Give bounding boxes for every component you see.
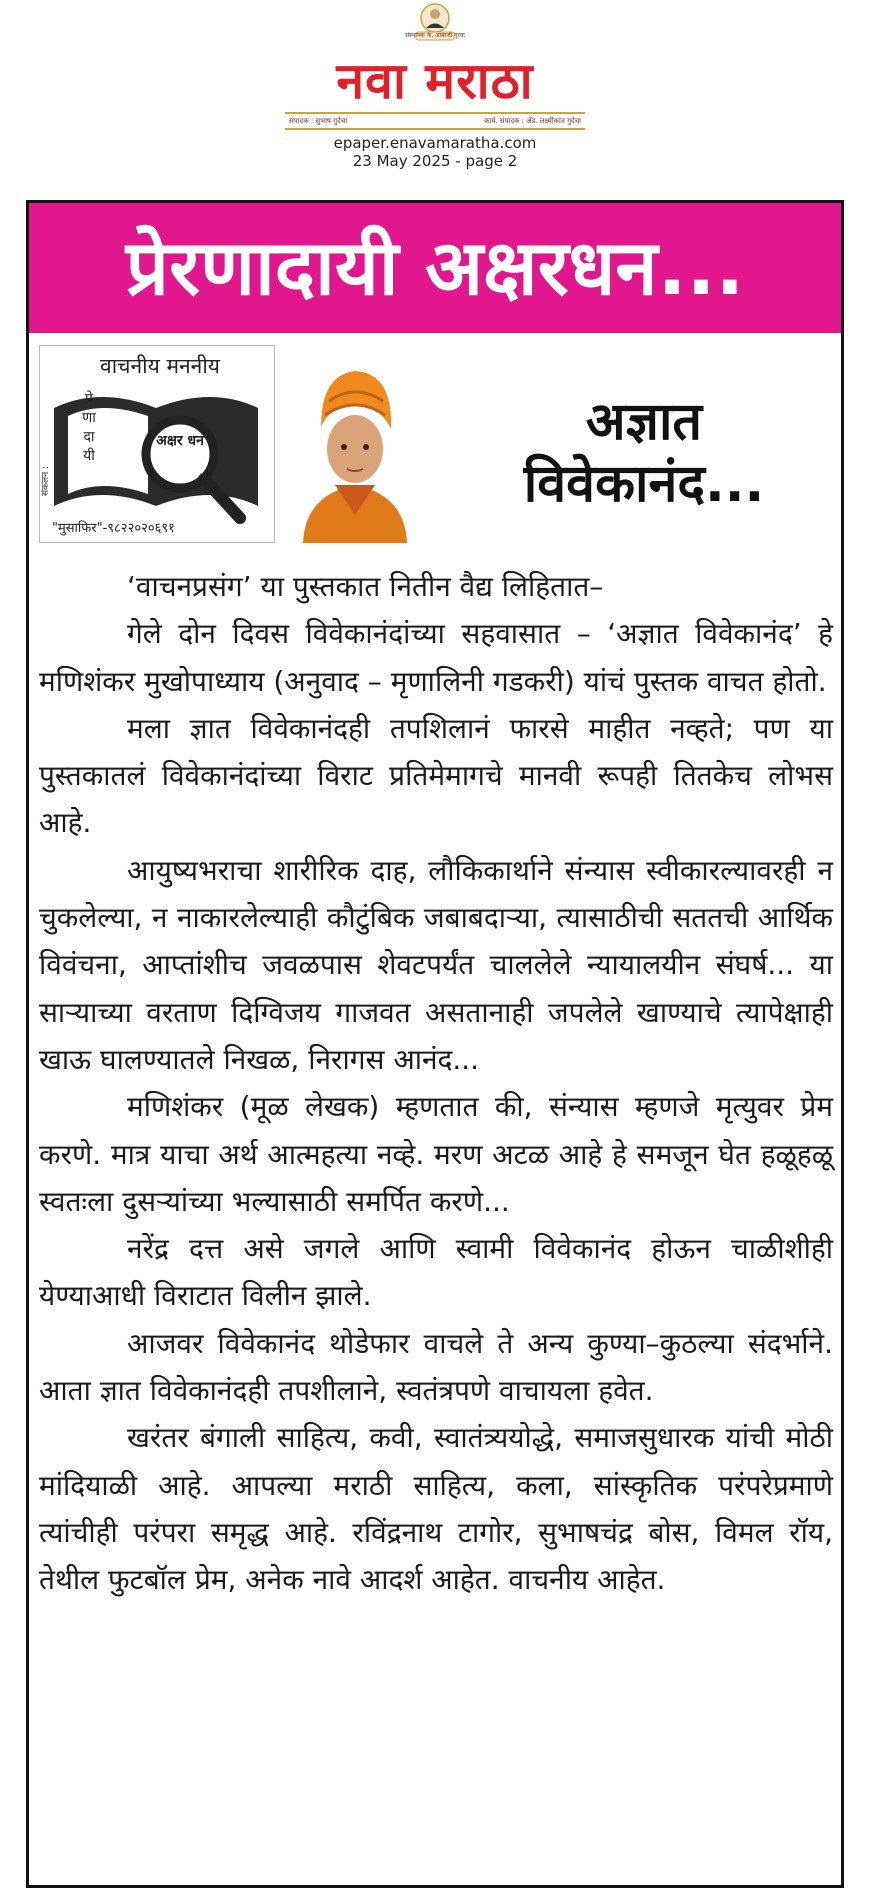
founder-caption: संस्थापक के. आबाजी गुरवा [405,32,465,39]
paragraph: ‘वाचनप्रसंग’ या पुस्तकात नितीन वैद्य लिहितात– [127,570,604,603]
banner [29,203,841,333]
exec-editor-line: कार्य. संपादक : ॲड. लक्ष्मीकांत गुदेचा [484,117,581,125]
article-heading [459,391,829,515]
epaper-url: epaper.enavamaratha.com [333,134,537,152]
editor-line: संपादक : सुभाष गुदेचा [289,117,348,125]
logo-rule [285,112,585,130]
heading-line-2: विवेकानंद... [523,454,765,514]
logo-side-text: संकलन : [41,466,51,496]
logo-vertical-word: प्रे णा दा यी [82,391,96,464]
newspaper-logo: नवा मराठा [336,52,534,110]
masthead [0,0,870,190]
article-frame [26,200,844,1888]
date-page: 23 May 2025 - page 2 [352,152,518,170]
vivekananda-portrait [285,345,425,543]
paragraph: नरेंद्र दत्त असे जगले आणि स्वामी विवेकानंद होऊन चाळीशीही येण्याआधी विराटात विलीन झाले. [39,1232,833,1313]
banner-title: प्रेरणादायी अक्षरधन... [125,223,745,312]
logo-footer: "मुसाफिर"-९८२२०२०६९१ [52,521,175,536]
paragraph: खरंतर बंगाली साहित्य, कवी, स्वातंत्र्ययोद्धे, समाजसुधारक यांची मोठी मांदियाळी आहे. आपल्या मराठी साहित्य, कला, सांस्कृतिक परंपरेप्रमाणे त्यांचीही परंपरा समृद्ध आहे. रविंद्रनाथ टागोर, सुभाषचंद्र बोस, विमल रॉय, तेथील फुटबॉल प्रेम, अनेक नावे आदर्श आहेत. वाचनीय आहेत. [39,1421,833,1597]
logo-top-words: वाचनीय मननीय [100,354,220,378]
column-logo [39,345,275,543]
paragraph: मणिशंकर (मूळ लेखक) म्हणतात की, संन्यास म्हणजे मृत्युवर प्रेम करणे. मात्र याचा अर्थ आत्महत्या नव्हे. मरण अटळ आहे हे समजून घेत हळूहळू स्वतःला दुसऱ्यांच्या भल्यासाठी समर्पित करणे... [39,1090,833,1218]
paragraph: मला ज्ञात विवेकानंदही तपशिलानं फारसे माहीत नव्हते; पण या पुस्तकातलं विवेकानंदांच्या विराट प्रतिमेमागचे मानवी रूपही तितकेच लोभस आहे. [39,711,833,840]
logo-center-word: अक्षर धन [156,433,204,449]
paragraph: आजवर विवेकानंद थोडेफार वाचले ते अन्य कुण्या–कुठल्या संदर्भाने. आता ज्ञात विवेकानंदही तपशीलाने, स्वतंत्रपणे वाचायला हवेत. [39,1326,833,1408]
heading-line-1: अज्ञात [585,392,703,452]
paragraph: आयुष्यभराचा शारीरिक दाह, लौकिकार्थाने संन्यास स्वीकारल्यावरही न चुकलेल्या, न नाकारलेल्याही कौटुंबिक जबाबदाऱ्या, त्यासाठीची सततची आर्थिक विवंचना, आप्तांशीच जवळपास शेवटपर्यंत चाललेले न्यायालयीन संघर्ष... या साऱ्याच्या वरताण दिग्विजय गाजवत असतानाही जपलेले खाण्याचे त्यापेक्षाही खाऊ घालण्यातले निखळ, निरागस आनंद... [39,853,833,1076]
paragraph: गेले दोन दिवस विवेकानंदांच्या सहवासात – ‘अज्ञात विवेकानंद’ हे मणिशंकर मुखोपाध्याय (अनुवाद – मृणालिनी गडकरी) यांचं पुस्तक वाचत होतो. [39,617,833,698]
article-body [39,563,833,1604]
